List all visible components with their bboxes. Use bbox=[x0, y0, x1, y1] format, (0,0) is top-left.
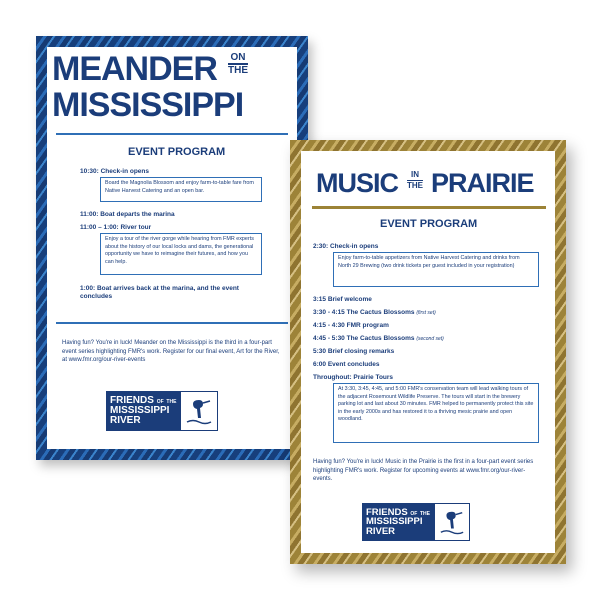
fmr-logo bbox=[362, 503, 470, 541]
program-heading: EVENT PROGRAM bbox=[380, 218, 478, 230]
schedule-item: 4:15 - 4:30 FMR program bbox=[313, 322, 389, 329]
logo-line3: RIVER bbox=[366, 525, 396, 537]
in-the bbox=[407, 171, 423, 190]
the-word: THE bbox=[228, 65, 248, 76]
logo-wordmark bbox=[106, 391, 180, 431]
logo-line2: MISSISSIPPI bbox=[110, 405, 170, 416]
schedule-desc-box: At 3:30, 3:45, 4:45, and 5:00 FMR's conservation team will lead walking tours of the adjacent Rosemount Wildlife Preserve. The tours will start in the brewery parking lot and last about 30 minutes. FMR helped to permanently protect this site in the early 2000s and has restored it to a thriving mesic prairie and open woodland. bbox=[333, 383, 539, 443]
music-title: MUSIC bbox=[316, 168, 398, 198]
schedule-time: 1:00: Boat arrives back at the marina, and the event concludes bbox=[80, 285, 239, 300]
fmr-logo bbox=[106, 391, 218, 431]
logo-line1: FRIENDS OF THE bbox=[110, 395, 177, 406]
schedule-time: 11:00: Boat departs the marina bbox=[80, 211, 175, 218]
program-heading: EVENT PROGRAM bbox=[128, 146, 226, 158]
schedule-item: 6:00 Event concludes bbox=[313, 361, 380, 368]
schedule-time: 11:00 – 1:00: River tour bbox=[80, 224, 152, 231]
logo-line2: MISSISSIPPI bbox=[366, 516, 423, 528]
schedule-desc-box: Enjoy farm-to-table appetizers from Native Harvest Catering and drinks from North 29 Brewing (two drink tickets per guest included in your registration) bbox=[333, 252, 539, 287]
schedule-item: 3:15 Brief welcome bbox=[313, 296, 372, 303]
schedule-item: 4:45 - 5:30 The Cactus Blossoms (second set) bbox=[313, 335, 444, 342]
schedule-item: 5:30 Brief closing remarks bbox=[313, 348, 395, 355]
meander-on-the bbox=[228, 53, 248, 75]
on-word: ON bbox=[230, 52, 246, 63]
heron-icon bbox=[180, 391, 218, 431]
mississippi-title: MISSISSIPPI bbox=[52, 86, 244, 124]
schedule-time: 2:30: Check-in opens bbox=[313, 243, 379, 250]
schedule-desc-box: Enjoy a tour of the river gorge while hearing from FMR experts about the history of our local locks and dams, the generational opportunity we have to reimagine their futures, and how you can help. bbox=[100, 233, 262, 275]
the-word: THE bbox=[407, 181, 423, 190]
logo-line1: FRIENDS OF THE bbox=[366, 506, 430, 518]
schedule-desc-box: Board the Magnolia Blossom and enjoy farm-to-table fare from Native Harvest Catering and an open bar. bbox=[100, 177, 262, 202]
heron-icon bbox=[434, 503, 470, 541]
logo-line3: RIVER bbox=[110, 415, 141, 426]
closing-paragraph bbox=[313, 458, 543, 484]
logo-wordmark bbox=[362, 503, 434, 541]
schedule-time: Throughout: Prairie Tours bbox=[313, 374, 394, 381]
divider bbox=[56, 322, 288, 324]
closing-paragraph bbox=[62, 339, 284, 365]
schedule-item: 3:30 - 4:15 The Cactus Blossoms (first set) bbox=[313, 309, 436, 316]
prairie-title: PRAIRIE bbox=[431, 168, 534, 198]
closing-text: Having fun? You're in luck! Music in the Prairie is the first in a four-part event series highlighting FMR's work. Register for upcoming events at www.fmr.org/our-river-events. bbox=[313, 459, 534, 483]
divider bbox=[312, 206, 546, 209]
meander-title: MEANDER bbox=[52, 50, 217, 88]
in-word: IN bbox=[411, 170, 419, 179]
closing-text: Having fun? You're in luck! Meander on the Mississippi is the third in a four-part event series highlighting FMR's work. Register for our final event, Art for the River, at www.fmr.org/our-river-events bbox=[62, 340, 280, 364]
divider bbox=[56, 133, 288, 135]
schedule-time: 10:30: Check-in opens bbox=[80, 168, 149, 175]
